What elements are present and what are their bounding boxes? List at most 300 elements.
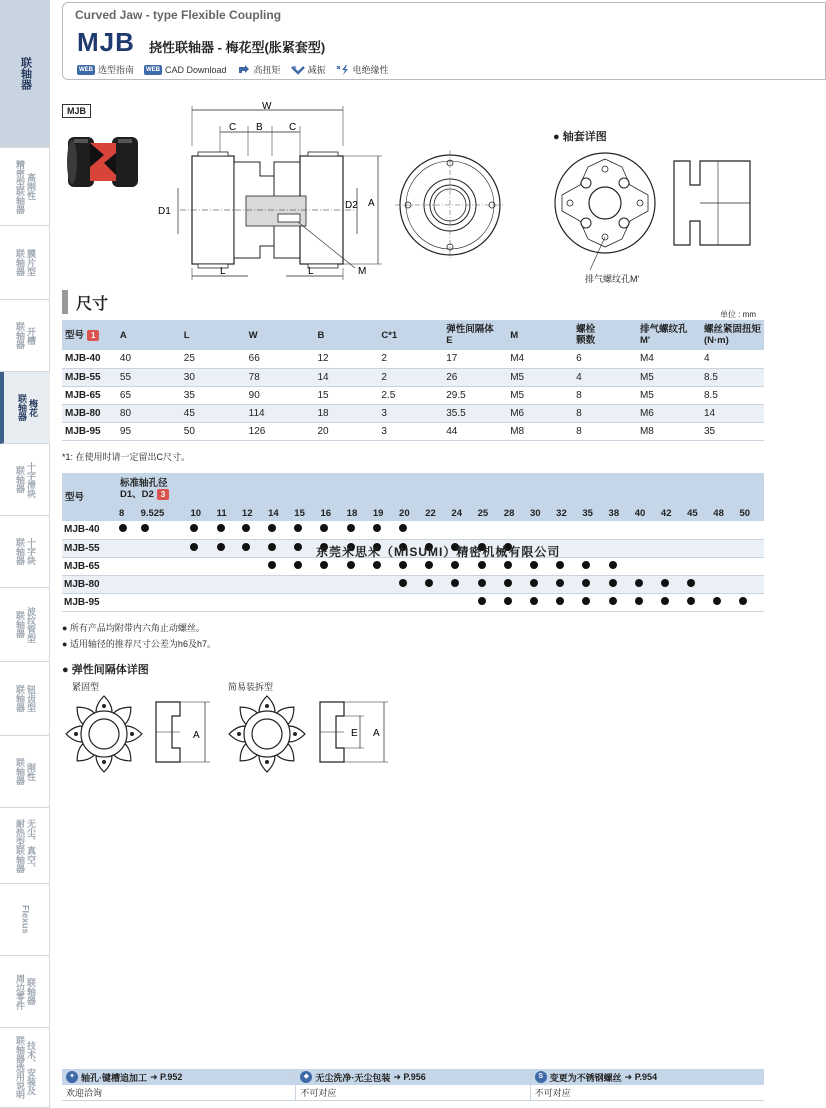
bore-cell bbox=[266, 539, 292, 557]
bore-cell bbox=[188, 521, 214, 539]
col-c: C*1 bbox=[378, 320, 443, 350]
bore-size-header: 22 bbox=[423, 505, 449, 521]
col-model bbox=[62, 320, 117, 350]
bore-size-header: 38 bbox=[607, 505, 633, 521]
ref-tag: 3 bbox=[157, 489, 169, 500]
available-dot bbox=[530, 579, 538, 587]
screw-icon: S bbox=[535, 1071, 547, 1083]
bore-size-header: 32 bbox=[554, 505, 580, 521]
bore-cell bbox=[266, 593, 292, 611]
feature-label: 高扭矩 bbox=[253, 65, 281, 75]
bore-cell bbox=[580, 593, 606, 611]
table-cell: 18 bbox=[315, 404, 379, 422]
bore-cell bbox=[737, 521, 764, 539]
available-dot bbox=[399, 524, 407, 532]
bore-size-header: 42 bbox=[659, 505, 685, 521]
row-model: MJB-65 bbox=[62, 557, 117, 575]
bore-size-header: 28 bbox=[502, 505, 528, 521]
bore-size-header: 18 bbox=[345, 505, 371, 521]
bore-size-header: 11 bbox=[215, 505, 240, 521]
note-c-dimension: *1: 在使用时请一定留出C尺寸。 bbox=[62, 452, 191, 462]
bore-cell bbox=[188, 539, 214, 557]
bore-cell bbox=[423, 521, 449, 539]
bore-cell bbox=[215, 557, 240, 575]
bore-cell bbox=[528, 593, 554, 611]
table-cell: 50 bbox=[181, 422, 246, 440]
bore-cell bbox=[580, 557, 606, 575]
option-title: 轴孔·键槽追加工 bbox=[81, 1072, 147, 1083]
bore-cell bbox=[633, 593, 659, 611]
bore-cell bbox=[659, 557, 685, 575]
available-dot bbox=[320, 524, 328, 532]
bore-cell bbox=[139, 575, 189, 593]
hub-detail-title: ● 轴套详图 bbox=[553, 131, 607, 143]
page-subtitle: Curved Jaw - type Flexible Coupling bbox=[75, 8, 282, 22]
bore-cell bbox=[685, 557, 711, 575]
sidebar-item-label: 联轴器 bbox=[19, 57, 32, 90]
col-torque: 螺丝紧固扭矩 (N·m) bbox=[701, 320, 764, 350]
sidebar-item-flexus[interactable] bbox=[0, 884, 50, 956]
bore-cell bbox=[139, 557, 189, 575]
bore-cell bbox=[240, 557, 266, 575]
table-cell: 2 bbox=[378, 350, 443, 368]
section-bar bbox=[62, 290, 68, 314]
available-dot bbox=[504, 561, 512, 569]
table-cell: 14 bbox=[701, 404, 764, 422]
bore-cell bbox=[737, 557, 764, 575]
bore-cell bbox=[528, 575, 554, 593]
lightning-icon bbox=[336, 65, 350, 75]
sidebar-item-label: 膜片型 联轴器 bbox=[15, 249, 36, 276]
bore-subtitle: D1、D2 bbox=[120, 489, 154, 500]
bore-size-header: 14 bbox=[266, 505, 292, 521]
spider-side-2 bbox=[314, 692, 394, 782]
sidebar-item-label: 十字块 联轴器 bbox=[15, 538, 36, 565]
bore-cell bbox=[554, 593, 580, 611]
table-cell: M4 bbox=[507, 350, 573, 368]
bore-cell bbox=[292, 593, 318, 611]
bore-cell bbox=[659, 539, 685, 557]
bore-cell bbox=[711, 575, 737, 593]
available-dot bbox=[556, 579, 564, 587]
available-dot bbox=[687, 597, 695, 605]
side-view-drawing bbox=[150, 96, 390, 286]
cad-download-link[interactable] bbox=[144, 65, 227, 75]
bore-cell bbox=[371, 575, 397, 593]
available-dot bbox=[609, 561, 617, 569]
bore-cell bbox=[633, 557, 659, 575]
bore-cell bbox=[117, 593, 139, 611]
option-header[interactable] bbox=[62, 1069, 295, 1085]
available-dot bbox=[478, 579, 486, 587]
bore-cell bbox=[240, 539, 266, 557]
spider-front-2 bbox=[225, 692, 309, 776]
sidebar-item-label: 技术、安装及 联轴器选用说明 bbox=[15, 1036, 36, 1099]
table-row bbox=[62, 575, 764, 593]
table-cell: M5 bbox=[507, 386, 573, 404]
available-dot bbox=[478, 561, 486, 569]
bore-cell bbox=[318, 575, 344, 593]
note-item: ● 适用轴径的推荐尺寸公差为h6及h7。 bbox=[62, 639, 216, 649]
web-icon: WEB bbox=[146, 66, 161, 73]
available-dot bbox=[294, 543, 302, 551]
bore-cell bbox=[685, 539, 711, 557]
dim-c-label: C bbox=[229, 122, 237, 133]
bore-cell bbox=[528, 521, 554, 539]
bore-cell bbox=[633, 539, 659, 557]
bore-cell bbox=[215, 539, 240, 557]
available-dot bbox=[217, 524, 225, 532]
bore-cell bbox=[711, 557, 737, 575]
available-dot bbox=[687, 579, 695, 587]
bore-cell bbox=[711, 521, 737, 539]
page-header bbox=[62, 2, 826, 80]
sidebar-item-label: 钮齿型 联轴器 bbox=[15, 685, 36, 712]
available-dot bbox=[268, 543, 276, 551]
bore-cell bbox=[292, 539, 318, 557]
table-cell: M4 bbox=[637, 350, 701, 368]
option-clean bbox=[295, 1069, 529, 1101]
available-dot bbox=[320, 561, 328, 569]
sidebar-item-label: 无尘、真空、 耐热型联轴器 bbox=[15, 818, 36, 873]
col-w: W bbox=[246, 320, 315, 350]
bore-cell bbox=[292, 557, 318, 575]
option-header[interactable] bbox=[531, 1069, 764, 1085]
table-cell: 95 bbox=[117, 422, 181, 440]
bore-cell bbox=[449, 521, 475, 539]
available-dot bbox=[399, 561, 407, 569]
watermark-text: 东莞米思米（MISUMI）精密机械有限公司 bbox=[316, 545, 561, 559]
row-model: MJB-55 bbox=[62, 368, 117, 386]
dimensions-section-header bbox=[62, 290, 108, 314]
hub-side-drawing bbox=[670, 155, 760, 250]
sidebar-item-bellows[interactable] bbox=[0, 588, 50, 662]
link-label: CAD Download bbox=[165, 64, 227, 75]
bore-cell bbox=[633, 575, 659, 593]
table-cell: 12 bbox=[315, 350, 379, 368]
bore-cell bbox=[215, 521, 240, 539]
table-cell: 35.5 bbox=[443, 404, 507, 422]
option-page: ➜ P.954 bbox=[624, 1071, 658, 1082]
sidebar-item-jaw[interactable] bbox=[0, 372, 50, 444]
table-cell: 30 bbox=[181, 368, 246, 386]
table-row bbox=[62, 350, 764, 368]
bore-size-header: 35 bbox=[580, 505, 606, 521]
bore-cell bbox=[292, 521, 318, 539]
bore-cell bbox=[188, 593, 214, 611]
table-row bbox=[62, 521, 764, 539]
table-row bbox=[62, 386, 764, 404]
available-dot bbox=[739, 597, 747, 605]
bore-cell bbox=[215, 593, 240, 611]
damping-icon bbox=[291, 65, 305, 75]
col-vent: 排气螺纹孔 M' bbox=[637, 320, 701, 350]
table-cell: 3 bbox=[378, 422, 443, 440]
bore-cell bbox=[397, 593, 423, 611]
table-cell: 20 bbox=[315, 422, 379, 440]
available-dot bbox=[661, 597, 669, 605]
available-dot bbox=[217, 543, 225, 551]
sidebar-item-coupling[interactable] bbox=[0, 0, 50, 148]
available-dot bbox=[661, 579, 669, 587]
sidebar-item-tech[interactable] bbox=[0, 1028, 50, 1108]
bore-cell bbox=[685, 521, 711, 539]
table-cell: M5 bbox=[637, 368, 701, 386]
col-l: L bbox=[181, 320, 246, 350]
table-cell: 65 bbox=[117, 386, 181, 404]
bore-header bbox=[117, 473, 764, 505]
available-dot bbox=[141, 524, 149, 532]
table-row bbox=[62, 404, 764, 422]
bore-cell bbox=[659, 521, 685, 539]
bore-cell bbox=[345, 521, 371, 539]
table-cell: 8 bbox=[573, 422, 637, 440]
bore-cell bbox=[580, 521, 606, 539]
sidebar-item-label: Flexus bbox=[20, 905, 31, 934]
bore-cell bbox=[266, 521, 292, 539]
bore-cell bbox=[240, 593, 266, 611]
spider-front-1 bbox=[62, 692, 146, 776]
bore-cell bbox=[449, 575, 475, 593]
row-model: MJB-65 bbox=[62, 386, 117, 404]
available-dot bbox=[635, 579, 643, 587]
available-dot bbox=[451, 579, 459, 587]
available-dot bbox=[609, 597, 617, 605]
bore-size-header: 24 bbox=[449, 505, 475, 521]
available-dot bbox=[556, 597, 564, 605]
bore-cell bbox=[502, 593, 528, 611]
available-dot bbox=[268, 561, 276, 569]
spec-table bbox=[62, 320, 764, 441]
available-dot bbox=[242, 524, 250, 532]
table-cell: 40 bbox=[117, 350, 181, 368]
option-stainless bbox=[530, 1069, 764, 1101]
available-dot bbox=[294, 561, 302, 569]
bore-size-header: 25 bbox=[476, 505, 502, 521]
bore-cell bbox=[737, 593, 764, 611]
row-model: MJB-55 bbox=[62, 539, 117, 557]
available-dot bbox=[347, 524, 355, 532]
table-cell: 80 bbox=[117, 404, 181, 422]
option-title: 无尘洗净·无尘包装 bbox=[315, 1072, 391, 1083]
table-cell: 2.5 bbox=[378, 386, 443, 404]
bore-title: 标准轴孔径 bbox=[120, 478, 168, 489]
dim-m-label: M bbox=[358, 266, 367, 277]
sidebar-item-label: 联轴器 周边零件 bbox=[15, 973, 36, 1010]
sidebar-item-disc[interactable] bbox=[0, 226, 50, 300]
sidebar-item-label: 梅花 联轴器 bbox=[17, 394, 38, 421]
web-icon: WEB bbox=[79, 66, 93, 73]
available-dot bbox=[425, 561, 433, 569]
bore-cell bbox=[318, 521, 344, 539]
row-model: MJB-80 bbox=[62, 575, 117, 593]
selection-guide-link[interactable] bbox=[77, 63, 134, 76]
bore-cell bbox=[659, 575, 685, 593]
table-cell: 8 bbox=[573, 404, 637, 422]
section-title: 尺寸 bbox=[76, 295, 109, 313]
option-header[interactable] bbox=[296, 1069, 529, 1085]
dim-a-label: A bbox=[373, 728, 380, 739]
bore-cell bbox=[554, 575, 580, 593]
option-machining bbox=[62, 1069, 295, 1101]
vent-hole-label: 排气螺纹孔M' bbox=[585, 274, 640, 284]
sidebar-item-label: 波纹管型 联轴器 bbox=[15, 606, 36, 643]
sidebar-item-label: 十字滑块 联轴器 bbox=[15, 461, 36, 498]
sidebar-item-clean[interactable] bbox=[0, 808, 50, 884]
available-dot bbox=[713, 597, 721, 605]
available-dot bbox=[582, 561, 590, 569]
available-dot bbox=[373, 561, 381, 569]
available-dot bbox=[190, 543, 198, 551]
bore-cell bbox=[554, 521, 580, 539]
bore-cell bbox=[371, 593, 397, 611]
bore-size-header: 8 bbox=[117, 505, 139, 521]
table-cell: M8 bbox=[507, 422, 573, 440]
bore-cell bbox=[397, 575, 423, 593]
bore-cell bbox=[476, 575, 502, 593]
table-cell: 2 bbox=[378, 368, 443, 386]
bore-cell bbox=[685, 593, 711, 611]
table-cell: 4 bbox=[573, 368, 637, 386]
row-model: MJB-40 bbox=[62, 521, 117, 539]
row-model: MJB-95 bbox=[62, 593, 117, 611]
option-page: ➜ P.956 bbox=[393, 1071, 426, 1082]
bore-cell bbox=[371, 521, 397, 539]
sidebar-item-high-rigidity[interactable] bbox=[0, 148, 50, 226]
page-model: MJB bbox=[77, 27, 135, 57]
sidebar-item-rigid[interactable] bbox=[0, 736, 50, 808]
available-dot bbox=[294, 524, 302, 532]
table-cell: 90 bbox=[246, 386, 315, 404]
end-view-drawing bbox=[395, 150, 505, 260]
bore-size-header: 30 bbox=[528, 505, 554, 521]
option-value: 不可对应 bbox=[531, 1085, 764, 1101]
available-dot bbox=[347, 561, 355, 569]
table-cell: 55 bbox=[117, 368, 181, 386]
bore-cell bbox=[711, 539, 737, 557]
table-cell: 66 bbox=[246, 350, 315, 368]
table-row bbox=[62, 422, 764, 440]
bore-size-header: 20 bbox=[397, 505, 423, 521]
bore-cell bbox=[607, 557, 633, 575]
vibration-damping-feature bbox=[291, 63, 326, 76]
torque-icon bbox=[237, 65, 251, 75]
bore-cell bbox=[240, 575, 266, 593]
bore-cell bbox=[139, 593, 189, 611]
bore-cell bbox=[139, 521, 189, 539]
sidebar-item-oldham[interactable] bbox=[0, 444, 50, 516]
bore-cell bbox=[476, 521, 502, 539]
bore-cell bbox=[139, 539, 189, 557]
table-cell: 29.5 bbox=[443, 386, 507, 404]
available-dot bbox=[373, 524, 381, 532]
table-cell: 78 bbox=[246, 368, 315, 386]
bore-cell bbox=[737, 539, 764, 557]
bore-cell bbox=[397, 521, 423, 539]
bore-cell bbox=[633, 521, 659, 539]
bore-cell bbox=[607, 521, 633, 539]
hub-detail-drawing bbox=[550, 145, 660, 275]
bore-size-header: 10 bbox=[188, 505, 214, 521]
table-cell: M8 bbox=[637, 422, 701, 440]
sidebar-item-slit[interactable] bbox=[0, 300, 50, 372]
table-cell: 114 bbox=[246, 404, 315, 422]
option-value: 欢迎洽询 bbox=[62, 1085, 295, 1101]
clamp-type-label: 紧固型 bbox=[72, 682, 100, 692]
bore-size-header: 19 bbox=[371, 505, 397, 521]
available-dot bbox=[451, 561, 459, 569]
bore-size-header: 16 bbox=[318, 505, 344, 521]
bore-cell bbox=[607, 593, 633, 611]
table-cell: 35 bbox=[701, 422, 764, 440]
unit-label: 单位 : mm bbox=[720, 310, 756, 319]
elastic-detail-title: ● 弹性间隔体详图 bbox=[62, 664, 149, 676]
sidebar-item-gear[interactable] bbox=[0, 662, 50, 736]
available-dot bbox=[582, 597, 590, 605]
available-dot bbox=[504, 597, 512, 605]
bore-cell bbox=[240, 521, 266, 539]
available-dot bbox=[635, 597, 643, 605]
bore-cell bbox=[449, 593, 475, 611]
page-title: 挠性联轴器 - 梅花型(胀紧套型) bbox=[149, 40, 326, 55]
bore-cell bbox=[607, 575, 633, 593]
dim-l-label: L bbox=[220, 266, 226, 277]
table-cell: 45 bbox=[181, 404, 246, 422]
available-dot bbox=[242, 543, 250, 551]
available-dot bbox=[582, 579, 590, 587]
sidebar-item-cross[interactable] bbox=[0, 516, 50, 588]
available-dot bbox=[609, 579, 617, 587]
dim-c-label: C bbox=[289, 122, 297, 133]
note-item: ● 所有产品均附带内六角止动螺丝。 bbox=[62, 623, 205, 633]
sidebar bbox=[0, 0, 50, 1108]
table-cell: 14 bbox=[315, 368, 379, 386]
table-cell: M6 bbox=[637, 404, 701, 422]
col-m: M bbox=[507, 320, 573, 350]
bore-cell bbox=[476, 593, 502, 611]
table-row bbox=[62, 368, 764, 386]
easy-type-label: 简易装拆型 bbox=[228, 682, 274, 692]
bore-size-header: 48 bbox=[711, 505, 737, 521]
bore-cell bbox=[188, 557, 214, 575]
bore-cell bbox=[502, 521, 528, 539]
table-cell: 8.5 bbox=[701, 386, 764, 404]
row-model: MJB-80 bbox=[62, 404, 117, 422]
high-torque-feature bbox=[237, 63, 281, 76]
bore-cell bbox=[423, 593, 449, 611]
link-label: 选型指南 bbox=[98, 65, 135, 75]
bore-size-header: 12 bbox=[240, 505, 266, 521]
available-dot bbox=[190, 524, 198, 532]
dim-d2-label: D2 bbox=[345, 200, 358, 211]
bore-cell bbox=[266, 575, 292, 593]
bore-cell bbox=[580, 575, 606, 593]
feature-label: 减振 bbox=[307, 65, 326, 75]
table-cell: 8.5 bbox=[701, 368, 764, 386]
available-dot bbox=[425, 579, 433, 587]
spider-side-1 bbox=[150, 692, 220, 782]
row-model: MJB-95 bbox=[62, 422, 117, 440]
bore-cell bbox=[580, 539, 606, 557]
col-e: 弹性间隔体 E bbox=[443, 320, 507, 350]
sidebar-item-parts[interactable] bbox=[0, 956, 50, 1028]
sidebar-item-label: 刚性 联轴器 bbox=[15, 758, 36, 785]
available-dot bbox=[530, 561, 538, 569]
bore-cell bbox=[607, 539, 633, 557]
col-a: A bbox=[117, 320, 181, 350]
table-cell: 4 bbox=[701, 350, 764, 368]
bore-cell bbox=[117, 575, 139, 593]
